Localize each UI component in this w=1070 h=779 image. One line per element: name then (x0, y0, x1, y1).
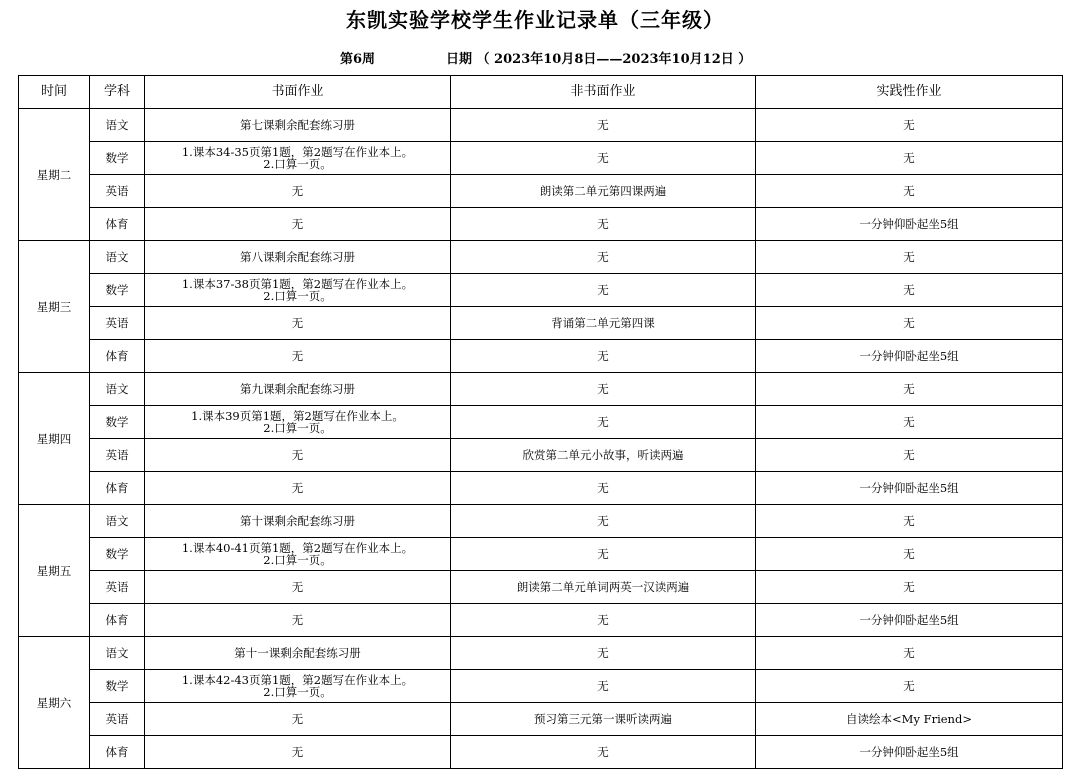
header-subject: 学科 (90, 76, 145, 109)
table-body (19, 109, 1063, 769)
table-row (19, 175, 1063, 208)
practical-homework-cell: 无 (756, 175, 1063, 208)
subject-cell: 数学 (90, 538, 145, 571)
table-row (19, 340, 1063, 373)
written-homework-cell: 无 (145, 307, 451, 340)
written-homework-cell: 1.课本34-35页第1题，第2题写在作业本上。 2.口算一页。 (145, 142, 451, 175)
practical-homework-cell: 无 (756, 274, 1063, 307)
nonwritten-homework-cell: 无 (451, 340, 756, 373)
written-homework-cell: 无 (145, 703, 451, 736)
subject-cell: 英语 (90, 307, 145, 340)
subject-cell: 体育 (90, 604, 145, 637)
table-row (19, 505, 1063, 538)
written-homework-cell: 第十课剩余配套练习册 (145, 505, 451, 538)
table-row (19, 109, 1063, 142)
subject-cell: 英语 (90, 703, 145, 736)
header-written: 书面作业 (145, 76, 451, 109)
nonwritten-homework-cell: 无 (451, 472, 756, 505)
table-row (19, 604, 1063, 637)
nonwritten-homework-cell: 朗读第二单元第四课两遍 (451, 175, 756, 208)
day-cell: 星期五 (19, 505, 90, 637)
nonwritten-homework-cell: 无 (451, 505, 756, 538)
subject-cell: 语文 (90, 109, 145, 142)
table-row (19, 241, 1063, 274)
document-title: 东凯实验学校学生作业记录单（三年级） (346, 8, 724, 32)
practical-homework-cell: 无 (756, 637, 1063, 670)
subject-cell: 语文 (90, 637, 145, 670)
table-row (19, 637, 1063, 670)
subject-cell: 英语 (90, 175, 145, 208)
subject-cell: 语文 (90, 373, 145, 406)
subject-cell: 数学 (90, 670, 145, 703)
nonwritten-homework-cell: 无 (451, 406, 756, 439)
written-homework-cell: 无 (145, 472, 451, 505)
nonwritten-homework-cell: 无 (451, 109, 756, 142)
table-row (19, 307, 1063, 340)
nonwritten-homework-cell: 朗读第二单元单词两英一汉读两遍 (451, 571, 756, 604)
practical-homework-cell: 无 (756, 142, 1063, 175)
table-row (19, 373, 1063, 406)
practical-homework-cell: 一分钟仰卧起坐5组 (756, 208, 1063, 241)
nonwritten-homework-cell: 无 (451, 538, 756, 571)
written-homework-cell: 第八课剩余配套练习册 (145, 241, 451, 274)
table-row (19, 142, 1063, 175)
day-cell: 星期四 (19, 373, 90, 505)
practical-homework-cell: 无 (756, 505, 1063, 538)
practical-homework-cell: 无 (756, 670, 1063, 703)
nonwritten-homework-cell: 无 (451, 241, 756, 274)
written-homework-cell: 1.课本39页第1题，第2题写在作业本上。 2.口算一页。 (145, 406, 451, 439)
nonwritten-homework-cell: 预习第三元第一课听读两遍 (451, 703, 756, 736)
subject-cell: 体育 (90, 472, 145, 505)
subject-cell: 数学 (90, 274, 145, 307)
written-homework-cell: 无 (145, 604, 451, 637)
nonwritten-homework-cell: 无 (451, 604, 756, 637)
nonwritten-homework-cell: 欣赏第二单元小故事，听读两遍 (451, 439, 756, 472)
nonwritten-homework-cell: 无 (451, 637, 756, 670)
nonwritten-homework-cell: 无 (451, 736, 756, 769)
nonwritten-homework-cell: 无 (451, 670, 756, 703)
written-homework-cell: 第七课剩余配套练习册 (145, 109, 451, 142)
written-homework-cell: 无 (145, 439, 451, 472)
written-homework-cell: 第十一课剩余配套练习册 (145, 637, 451, 670)
table-row (19, 670, 1063, 703)
homework-table (18, 75, 1063, 769)
table-row (19, 208, 1063, 241)
practical-homework-cell: 一分钟仰卧起坐5组 (756, 736, 1063, 769)
table-row (19, 571, 1063, 604)
written-homework-cell: 1.课本37-38页第1题，第2题写在作业本上。 2.口算一页。 (145, 274, 451, 307)
header-row (19, 76, 1063, 109)
written-homework-cell: 无 (145, 736, 451, 769)
practical-homework-cell: 无 (756, 373, 1063, 406)
written-homework-cell: 无 (145, 571, 451, 604)
subject-cell: 英语 (90, 571, 145, 604)
practical-homework-cell: 一分钟仰卧起坐5组 (756, 472, 1063, 505)
practical-homework-cell: 无 (756, 571, 1063, 604)
day-cell: 星期六 (19, 637, 90, 769)
written-homework-cell: 无 (145, 340, 451, 373)
table-row (19, 472, 1063, 505)
subject-cell: 数学 (90, 142, 145, 175)
nonwritten-homework-cell: 无 (451, 142, 756, 175)
table-row (19, 439, 1063, 472)
day-cell: 星期二 (19, 109, 90, 241)
subject-cell: 数学 (90, 406, 145, 439)
practical-homework-cell: 一分钟仰卧起坐5组 (756, 604, 1063, 637)
table-row (19, 736, 1063, 769)
written-homework-cell: 1.课本40-41页第1题，第2题写在作业本上。 2.口算一页。 (145, 538, 451, 571)
table-row (19, 406, 1063, 439)
table-row (19, 274, 1063, 307)
nonwritten-homework-cell: 无 (451, 208, 756, 241)
table-row (19, 703, 1063, 736)
subject-cell: 体育 (90, 208, 145, 241)
date-range: 日期 （ 2023年10月8日——2023年10月12日 ） (446, 52, 752, 67)
nonwritten-homework-cell: 无 (451, 274, 756, 307)
subject-cell: 语文 (90, 505, 145, 538)
practical-homework-cell: 无 (756, 538, 1063, 571)
nonwritten-homework-cell: 背诵第二单元第四课 (451, 307, 756, 340)
written-homework-cell: 无 (145, 208, 451, 241)
practical-homework-cell: 无 (756, 109, 1063, 142)
practical-homework-cell: 无 (756, 307, 1063, 340)
practical-homework-cell: 自读绘本<My Friend> (756, 703, 1063, 736)
practical-homework-cell: 一分钟仰卧起坐5组 (756, 340, 1063, 373)
written-homework-cell: 第九课剩余配套练习册 (145, 373, 451, 406)
practical-homework-cell: 无 (756, 241, 1063, 274)
header-time: 时间 (19, 76, 90, 109)
practical-homework-cell: 无 (756, 439, 1063, 472)
written-homework-cell: 1.课本42-43页第1题，第2题写在作业本上。 2.口算一页。 (145, 670, 451, 703)
table-row (19, 538, 1063, 571)
subject-cell: 体育 (90, 736, 145, 769)
header-nonwritten: 非书面作业 (451, 76, 756, 109)
subject-cell: 体育 (90, 340, 145, 373)
header-practical: 实践性作业 (756, 76, 1063, 109)
week-label: 第6周 (340, 52, 376, 67)
subject-cell: 语文 (90, 241, 145, 274)
day-cell: 星期三 (19, 241, 90, 373)
practical-homework-cell: 无 (756, 406, 1063, 439)
written-homework-cell: 无 (145, 175, 451, 208)
subject-cell: 英语 (90, 439, 145, 472)
nonwritten-homework-cell: 无 (451, 373, 756, 406)
